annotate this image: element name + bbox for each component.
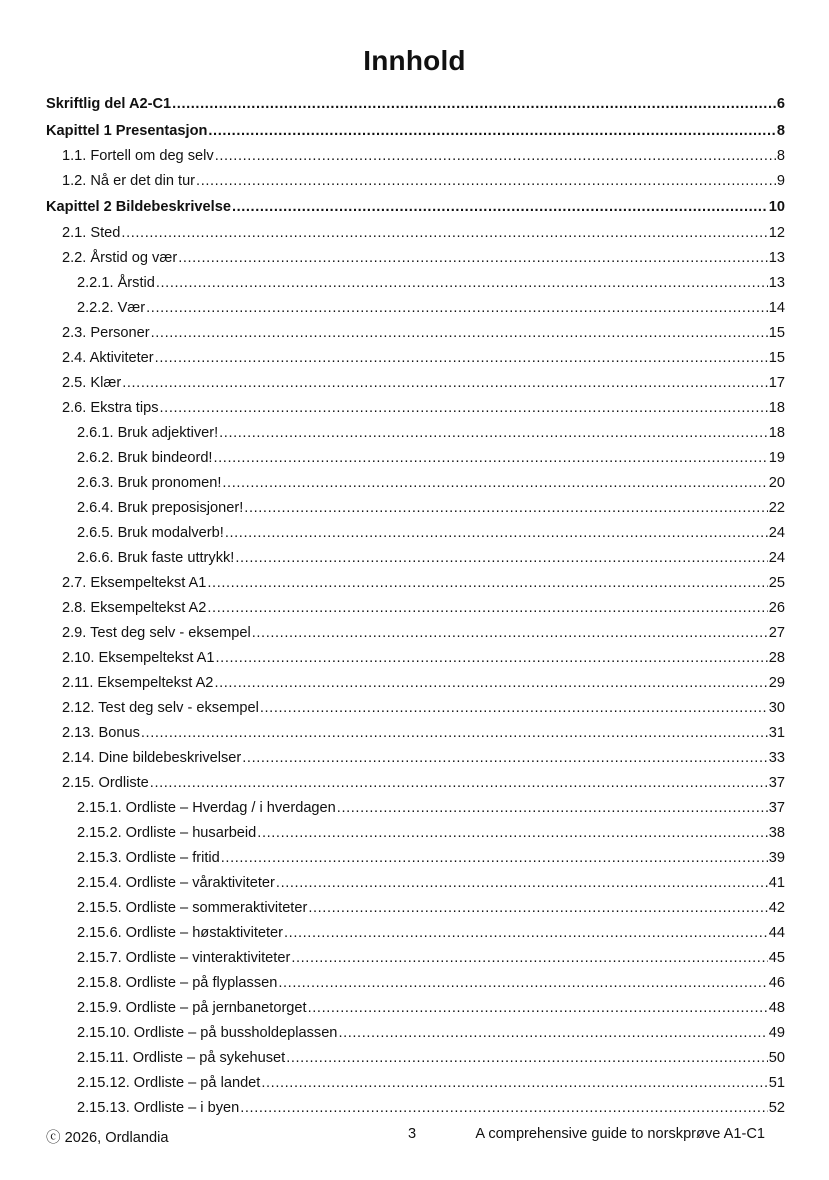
toc-entry[interactable] [46, 521, 785, 546]
toc-entry[interactable] [46, 996, 785, 1021]
toc-leader-dots [215, 144, 776, 169]
toc-entry[interactable] [46, 896, 785, 921]
toc-leader-dots [244, 496, 767, 521]
toc-leader-dots [208, 118, 775, 145]
toc-entry-page: 13 [768, 249, 785, 266]
toc-entry-page: 25 [768, 574, 785, 591]
toc-entry-page: 18 [768, 424, 785, 441]
toc-leader-dots [252, 621, 768, 646]
toc-entry[interactable] [46, 221, 785, 246]
toc-entry-label: 2.4. Aktiviteter [62, 349, 154, 366]
toc-entry-page: 17 [768, 374, 785, 391]
toc-entry-page: 15 [768, 349, 785, 366]
toc-entry[interactable] [46, 646, 785, 671]
toc-leader-dots [178, 246, 768, 271]
toc-entry-label: 2.15.7. Ordliste – vinteraktiviteter [77, 949, 291, 966]
toc-entry-label: 2.6.4. Bruk preposisjoner! [77, 499, 244, 516]
toc-entry-label: 2.15.9. Ordliste – på jernbanetorget [77, 999, 307, 1016]
toc-entry-page: 20 [768, 474, 785, 491]
toc-entry-page: 50 [768, 1049, 785, 1066]
toc-leader-dots [216, 646, 768, 671]
toc-leader-dots [257, 821, 767, 846]
footer-page-number: 3 [408, 1126, 417, 1142]
toc-leader-dots [308, 996, 768, 1021]
toc-entry-label: 2.6.2. Bruk bindeord! [77, 449, 213, 466]
toc-entry-label: 2.15.3. Ordliste – fritid [77, 849, 220, 866]
toc-leader-dots [261, 1071, 767, 1096]
toc-entry-page: 10 [768, 199, 785, 215]
toc-entry-label: 1.1. Fortell om deg selv [62, 148, 214, 164]
toc-entry-label: 2.3. Personer [62, 324, 150, 341]
toc-entry-label: 2.9. Test deg selv - eksempel [62, 624, 251, 641]
toc-entry-page: 28 [768, 649, 785, 666]
toc-leader-dots [232, 194, 768, 221]
toc-entry-label: 2.1. Sted [62, 224, 121, 241]
toc-entry-page: 49 [768, 1024, 785, 1041]
page-title: Innhold [363, 45, 466, 76]
toc-entry[interactable] [46, 246, 785, 271]
toc-entry-label: 2.12. Test deg selv - eksempel [62, 699, 259, 716]
toc-entry-label: 2.15.5. Ordliste – sommeraktiviteter [77, 899, 308, 916]
toc-entry-page: 48 [768, 999, 785, 1016]
toc-entry-page: 6 [776, 96, 785, 112]
toc-entry-label: 2.5. Klær [62, 374, 122, 391]
toc-leader-dots [222, 471, 767, 496]
toc-entry-label: 2.14. Dine bildebeskrivelser [62, 749, 242, 766]
toc-entry[interactable] [46, 746, 785, 771]
toc-entry-page: 19 [768, 449, 785, 466]
toc-entry[interactable] [46, 696, 785, 721]
toc-entry-label: 2.6.6. Bruk faste uttrykk! [77, 549, 235, 566]
toc-leader-dots [160, 396, 768, 421]
toc-leader-dots [278, 971, 767, 996]
toc-entry-page: 39 [768, 849, 785, 866]
toc-entry-label: 2.15. Ordliste [62, 774, 149, 791]
toc-entry[interactable] [46, 169, 785, 194]
toc-entry-label: 2.6.5. Bruk modalverb! [77, 524, 224, 541]
toc-entry[interactable] [46, 546, 785, 571]
toc-entry[interactable] [46, 846, 785, 871]
toc-leader-dots [221, 846, 768, 871]
toc-leader-dots [150, 771, 768, 796]
toc-entry-label: 2.15.11. Ordliste – på sykehuset [77, 1049, 286, 1066]
toc-entry-page: 41 [768, 874, 785, 891]
toc-entry-label: 2.2. Årstid og vær [62, 249, 178, 266]
toc-entry-label: 2.15.4. Ordliste – våraktiviteter [77, 874, 275, 891]
toc-leader-dots [207, 596, 767, 621]
toc-leader-dots [337, 796, 768, 821]
toc-entry[interactable] [46, 871, 785, 896]
toc-entry[interactable] [46, 396, 785, 421]
toc-entry-label: 2.8. Eksempeltekst A2 [62, 599, 207, 616]
toc-entry[interactable] [46, 1046, 785, 1071]
toc-entry-label: Kapittel 1 Presentasjon [46, 122, 208, 139]
toc-leader-dots [121, 221, 767, 246]
toc-entry[interactable] [46, 91, 785, 118]
toc-entry-page: 52 [768, 1099, 785, 1116]
toc-entry-page: 8 [776, 148, 785, 164]
toc-entry-label: 2.11. Eksempeltekst A2 [62, 674, 214, 691]
toc-leader-dots [225, 521, 768, 546]
toc-entry-label: 2.15.13. Ordliste – i byen [77, 1099, 240, 1116]
toc-entry[interactable] [46, 496, 785, 521]
toc-entry-label: 2.2.1. Årstid [77, 274, 155, 291]
toc-entry-page: 15 [768, 324, 785, 341]
toc-entry[interactable] [46, 1021, 785, 1046]
toc-entry[interactable] [46, 144, 785, 169]
toc-leader-dots [284, 921, 768, 946]
toc-leader-dots [151, 321, 768, 346]
toc-entry-page: 45 [768, 949, 785, 966]
toc-entry-page: 51 [768, 1074, 785, 1091]
toc-entry-page: 24 [768, 549, 785, 566]
toc-leader-dots [141, 721, 768, 746]
toc-entry-page: 31 [768, 724, 785, 741]
toc-entry[interactable] [46, 446, 785, 471]
toc-entry[interactable] [46, 1071, 785, 1096]
toc-entry-page: 27 [768, 624, 785, 641]
toc-entry-page: 22 [768, 499, 785, 516]
toc-entry[interactable] [46, 371, 785, 396]
toc-entry-label: 2.15.10. Ordliste – på bussholdeplassen [77, 1024, 338, 1041]
toc-entry-page: 44 [768, 924, 785, 941]
toc-entry[interactable] [46, 471, 785, 496]
toc-leader-dots [260, 696, 768, 721]
toc-leader-dots [219, 421, 768, 446]
toc-entry[interactable] [46, 821, 785, 846]
toc-entry[interactable] [46, 571, 785, 596]
toc-entry-label: 2.6.1. Bruk adjektiver! [77, 424, 219, 441]
toc-entry-label: 2.15.2. Ordliste – husarbeid [77, 824, 257, 841]
toc-leader-dots [291, 946, 767, 971]
toc-entry-page: 8 [776, 122, 785, 139]
toc-entry-label: 2.15.1. Ordliste – Hverdag / i hverdagen [77, 799, 336, 816]
toc-entry-label: 2.6.3. Bruk pronomen! [77, 474, 222, 491]
toc-entry[interactable] [46, 118, 785, 145]
toc-leader-dots [122, 371, 768, 396]
toc-entry-page: 30 [768, 699, 785, 716]
toc-entry-label: 2.15.8. Ordliste – på flyplassen [77, 974, 278, 991]
toc-entry-page: 24 [768, 524, 785, 541]
toc-entry[interactable] [46, 321, 785, 346]
toc-leader-dots [196, 169, 776, 194]
toc-entry-label: 2.15.12. Ordliste – på landet [77, 1074, 261, 1091]
toc-entry[interactable] [46, 346, 785, 371]
table-of-contents [46, 91, 785, 1121]
toc-entry[interactable] [46, 671, 785, 696]
toc-entry-page: 33 [768, 749, 785, 766]
toc-entry-label: Skriftlig del A2-C1 [46, 96, 172, 112]
toc-entry[interactable] [46, 1096, 785, 1121]
toc-entry-page: 38 [768, 824, 785, 841]
toc-entry[interactable] [46, 971, 785, 996]
toc-entry-page: 29 [768, 674, 785, 691]
toc-entry-page: 18 [768, 399, 785, 416]
toc-entry-page: 26 [768, 599, 785, 616]
toc-leader-dots [276, 871, 768, 896]
toc-entry[interactable] [46, 296, 785, 321]
toc-entry[interactable] [46, 921, 785, 946]
toc-entry[interactable] [46, 946, 785, 971]
toc-leader-dots [338, 1021, 767, 1046]
toc-entry-label: 2.6. Ekstra tips [62, 399, 159, 416]
footer-copyright: ⓒ 2026, Ordlandia [46, 1130, 169, 1146]
toc-leader-dots [156, 271, 768, 296]
toc-entry-label: Kapittel 2 Bildebeskrivelse [46, 199, 231, 215]
toc-leader-dots [213, 446, 767, 471]
toc-leader-dots [308, 896, 767, 921]
toc-entry-page: 42 [768, 899, 785, 916]
toc-leader-dots [240, 1096, 768, 1121]
toc-entry-page: 12 [768, 224, 785, 241]
toc-entry-page: 9 [776, 173, 785, 189]
footer-guide-title: A comprehensive guide to norskprøve A1-C1 [475, 1126, 765, 1142]
toc-entry-page: 37 [768, 774, 785, 791]
toc-entry[interactable] [46, 596, 785, 621]
toc-entry[interactable] [46, 771, 785, 796]
toc-leader-dots [242, 746, 767, 771]
toc-leader-dots [286, 1046, 768, 1071]
toc-entry-page: 13 [768, 274, 785, 291]
toc-leader-dots [235, 546, 767, 571]
toc-entry-page: 14 [768, 299, 785, 316]
toc-leader-dots [146, 296, 768, 321]
toc-entry-page: 46 [768, 974, 785, 991]
toc-entry-label: 2.15.6. Ordliste – høstaktiviteter [77, 924, 284, 941]
toc-entry-label: 2.2.2. Vær [77, 299, 146, 316]
page-footer [46, 1126, 785, 1148]
toc-entry-label: 2.10. Eksempeltekst A1 [62, 649, 215, 666]
toc-entry-page: 37 [768, 799, 785, 816]
toc-leader-dots [155, 346, 768, 371]
toc-entry-label: 2.13. Bonus [62, 724, 140, 741]
toc-entry-label: 1.2. Nå er det din tur [62, 173, 196, 189]
toc-entry[interactable] [46, 421, 785, 446]
toc-entry[interactable] [46, 271, 785, 296]
toc-entry[interactable] [46, 721, 785, 746]
toc-leader-dots [214, 671, 767, 696]
toc-leader-dots [172, 91, 776, 118]
toc-entry[interactable] [46, 621, 785, 646]
toc-entry-label: 2.7. Eksempeltekst A1 [62, 574, 207, 591]
toc-entry[interactable] [46, 796, 785, 821]
toc-entry[interactable] [46, 194, 785, 221]
toc-leader-dots [207, 571, 767, 596]
